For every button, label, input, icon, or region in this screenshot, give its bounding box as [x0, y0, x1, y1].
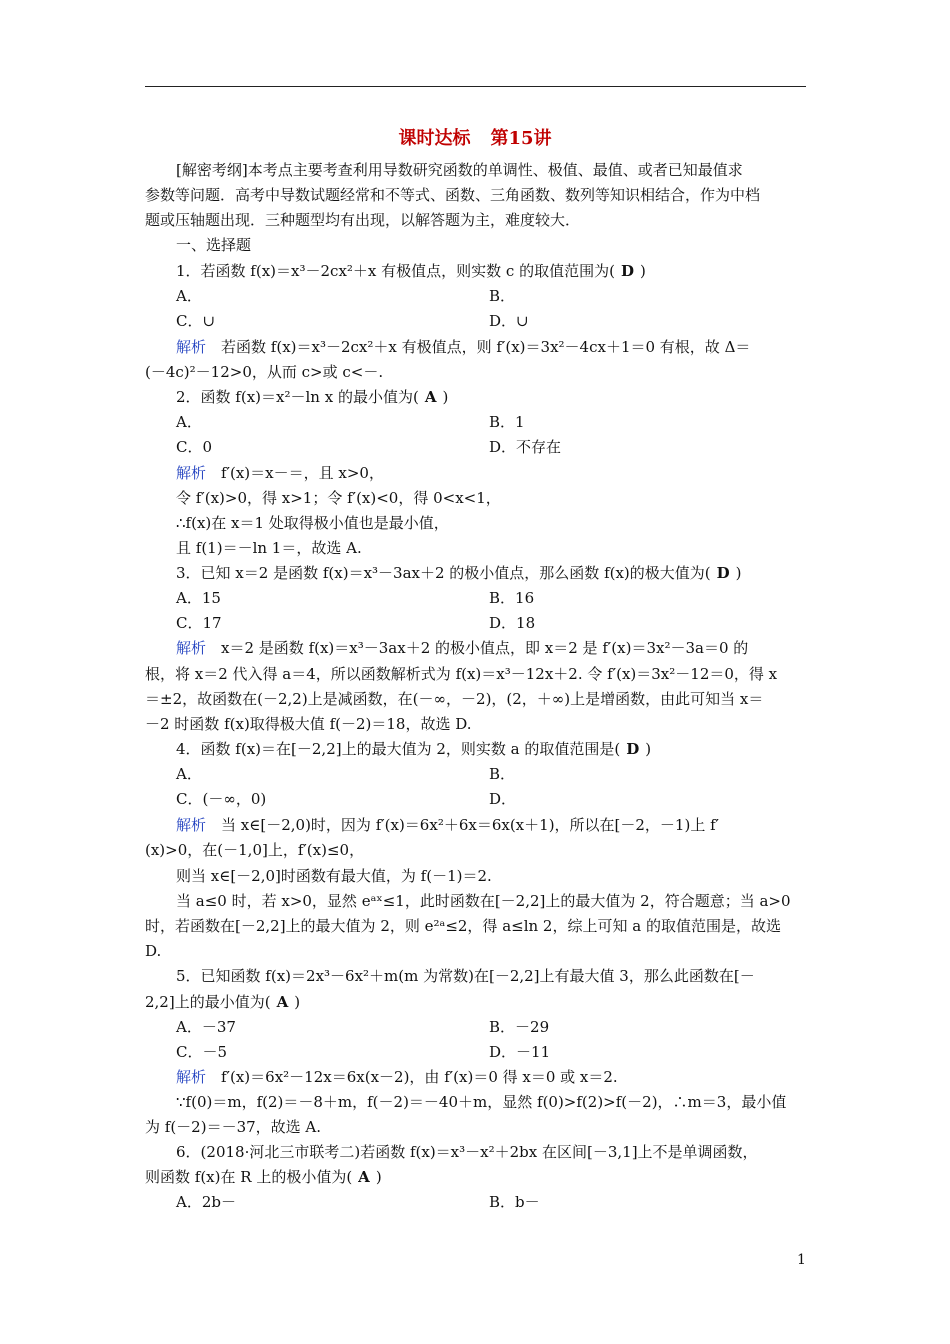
- q3-option-a: A．15: [176, 589, 221, 607]
- q1-option-d: D．∪: [489, 312, 529, 330]
- title-part1: 课时达标: [398, 128, 471, 149]
- q5-option-d: D．－11: [489, 1043, 551, 1061]
- q4-answer: D: [626, 740, 640, 758]
- q3-solution-1: 解析 x＝2 是函数 f(x)＝x³－3ax＋2 的极小值点，即 x＝2 是 f′(x)＝3x²－3a＝0 的: [176, 639, 749, 657]
- q1-option-c: C．∪: [176, 312, 216, 330]
- q4-solution-3: 则当 x∈[－2,0]时函数有最大值，为 f(－1)＝2.: [176, 867, 492, 885]
- q2-option-d: D．不存在: [489, 438, 562, 456]
- q6-option-b: B．b－: [489, 1193, 540, 1211]
- intro-line-2: 参数等问题．高考中导数试题经常和不等式、函数、三角函数、数列等知识相结合，作为中档: [145, 186, 761, 204]
- q2-solution-3: ∴f(x)在 x＝1 处取得极小值也是最小值，: [176, 514, 449, 532]
- q6-answer: A: [358, 1168, 370, 1186]
- page-number: 1: [797, 1252, 806, 1268]
- q5-stem-2: 2,2]上的最小值为( A ): [145, 993, 301, 1011]
- q2-solution-1: 解析 f′(x)＝x－＝，且 x>0，: [176, 464, 384, 482]
- q3-solution-3: ＝±2，故函数在(－2,2)上是减函数，在(－∞，－2)，(2，＋∞)上是增函数，由此可知当 x＝: [145, 690, 764, 708]
- q4-solution-2: (x)>0，在(－1,0]上，f′(x)≤0，: [145, 841, 365, 859]
- q3-option-d: D．18: [489, 614, 536, 632]
- q5-option-a: A．－37: [176, 1018, 236, 1036]
- q5-stem-1: 5．已知函数 f(x)＝2x³－6x²＋m(m 为常数)在[－2,2]上有最大值 3，那么此函数在[－: [176, 967, 755, 985]
- q4-option-c: C．(－∞，0): [176, 790, 267, 808]
- q4-stem: 4．函数 f(x)＝在[－2,2]上的最大值为 2，则实数 a 的取值范围是( D ): [176, 740, 652, 758]
- q4-option-a: A．: [176, 765, 202, 783]
- q4-solution-6: D.: [145, 942, 162, 960]
- q5-option-c: C．－5: [176, 1043, 228, 1061]
- q3-answer: D: [716, 564, 730, 582]
- q5-solution-3: 为 f(－2)＝－37，故选 A.: [145, 1118, 322, 1136]
- q4-option-b: B．: [489, 765, 516, 783]
- q4-option-d: D．: [489, 790, 517, 808]
- q6-stem-1: 6．(2018·河北三市联考二)若函数 f(x)＝x³－x²＋2bx 在区间[－3,1]上不是单调函数，: [176, 1143, 758, 1161]
- q1-option-a: A．: [176, 287, 202, 305]
- q6-stem-2: 则函数 f(x)在 R 上的极小值为( A ): [145, 1168, 382, 1186]
- q3-stem: 3．已知 x＝2 是函数 f(x)＝x³－3ax＋2 的极小值点，那么函数 f(x)的极大值为( D ): [176, 564, 742, 582]
- title-part2: 第15讲: [490, 128, 552, 149]
- q4-solution-4: 当 a≤0 时，若 x>0，显然 eᵃˣ≤1，此时函数在[－2,2]上的最大值为 2，符合题意；当 a>0: [176, 892, 791, 910]
- q5-option-b: B．－29: [489, 1018, 550, 1036]
- q2-solution-4: 且 f(1)＝－ln 1＝，故选 A.: [176, 539, 362, 557]
- q1-answer: D: [620, 262, 634, 280]
- q1-option-b: B．: [489, 287, 516, 305]
- q1-solution-label: 解析: [176, 338, 207, 356]
- q4-solution-5: 时，若函数在[－2,2]上的最大值为 2，则 e²ᵃ≤2，得 a≤ln 2，综上可知 a 的取值范围是，故选: [145, 917, 781, 935]
- q3-option-c: C．17: [176, 614, 222, 632]
- q2-solution-label: 解析: [176, 464, 207, 482]
- q2-solution-2: 令 f′(x)>0，得 x>1；令 f′(x)<0，得 0<x<1，: [176, 489, 501, 507]
- page-title: [0, 124, 950, 150]
- q2-option-c: C．0: [176, 438, 213, 456]
- q5-answer: A: [276, 993, 289, 1011]
- q5-solution-label: 解析: [176, 1068, 207, 1086]
- q3-option-b: B．16: [489, 589, 535, 607]
- q1-solution-2: (－4c)²－12>0，从而 c>或 c<－.: [145, 363, 384, 381]
- q4-solution-label: 解析: [176, 816, 207, 834]
- intro-line-3: 题或压轴题出现．三种题型均有出现，以解答题为主，难度较大．: [145, 211, 581, 229]
- section-heading: 一、选择题: [176, 236, 252, 254]
- q5-solution-1: 解析 f′(x)＝6x²－12x＝6x(x－2)，由 f′(x)＝0 得 x＝0 或 x＝2.: [176, 1068, 618, 1086]
- intro-line-1: [解密考纲]本考点主要考查利用导数研究函数的单调性、极值、最值、或者已知最值求: [176, 161, 743, 179]
- q4-solution-1: 解析 当 x∈[－2,0)时，因为 f′(x)＝6x²＋6x＝6x(x＋1)，所以在[－2，－1)上 f′: [176, 816, 720, 834]
- q1-solution-1: 解析 若函数 f(x)＝x³－2cx²＋x 有极值点，则 f′(x)＝3x²－4cx＋1＝0 有根，故 Δ＝: [176, 338, 751, 356]
- q2-option-a: A．: [176, 413, 202, 431]
- q6-option-a: A．2b－: [176, 1193, 236, 1211]
- q3-solution-label: 解析: [176, 639, 207, 657]
- q1-stem: 1．若函数 f(x)＝x³－2cx²＋x 有极值点，则实数 c 的取值范围为( D ): [176, 262, 646, 280]
- q5-solution-2: ∵f(0)＝m，f(2)＝－8＋m，f(－2)＝－40＋m，显然 f(0)>f(2)>f(－2)，∴m＝3，最小值: [176, 1093, 787, 1111]
- q3-solution-2: 根，将 x＝2 代入得 a＝4，所以函数解析式为 f(x)＝x³－12x＋2. 令 f′(x)＝3x²－12＝0，得 x: [145, 665, 778, 683]
- q3-solution-4: －2 时函数 f(x)取得极大值 f(－2)＝18，故选 D.: [145, 715, 472, 733]
- top-rule: [145, 86, 806, 87]
- q2-answer: A: [424, 388, 437, 406]
- q2-option-b: B．1: [489, 413, 525, 431]
- q2-stem: 2．函数 f(x)＝x²－ln x 的最小值为( A ): [176, 388, 449, 406]
